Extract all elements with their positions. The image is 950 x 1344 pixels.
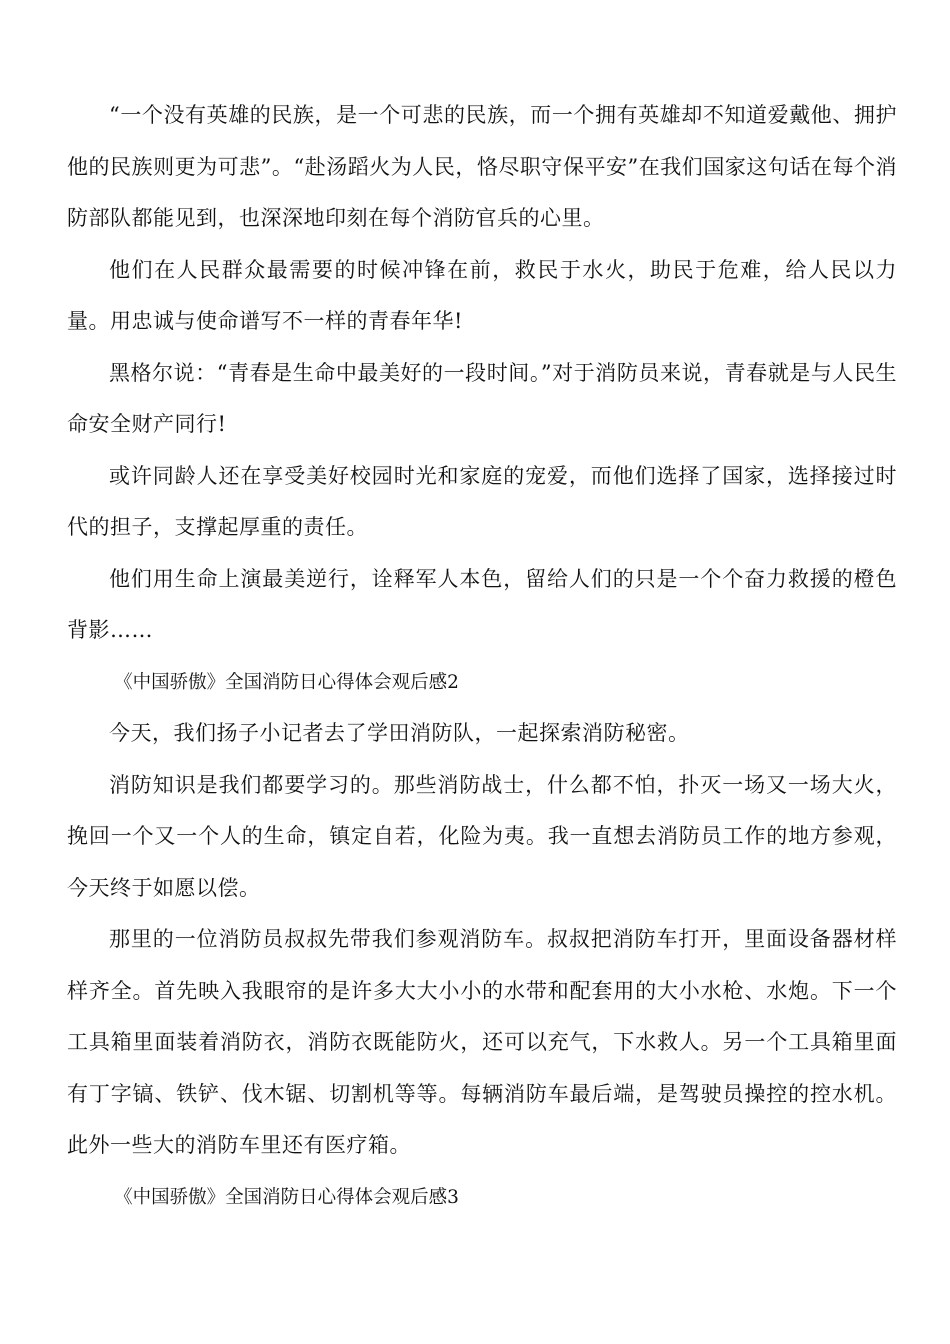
paragraph-orange-silhouette: 他们用生命上演最美逆行，诠释军人本色，留给人们的只是一个个奋力救援的橙色背影…… [67,566,897,642]
paragraph-charge-forward: 他们在人民群众最需要的时候冲锋在前，救民于水火，助民于危难，给人民以力量。用忠诚与使命谱写不一样的青春年华! [67,257,897,333]
paragraph-fire-knowledge: 消防知识是我们都要学习的。那些消防战士，什么都不怕，扑灭一场又一场大火，挽回一个又一个人的生命，镇定自若，化险为夷。我一直想去消防员工作的地方参观，今天终于如愿以偿。 [67,772,897,900]
section-heading-3: 《中国骄傲》全国消防日心得体会观后感3 [114,1186,459,1208]
section-heading-2: 《中国骄傲》全国消防日心得体会观后感2 [114,671,459,693]
paragraph-fire-truck: 那里的一位消防员叔叔先带我们参观消防车。叔叔把消防车打开，里面设备器材样样齐全。首先映入我眼帘的是许多大大小小的水带和配套用的大小水枪、水炮。下一个工具箱里面装着消防衣，消防衣既能防火，还可以充气，下水救人。另一个工具箱里面有丁字镐、铁铲、伐木锯、切割机等等。每辆消防车最后端，是驾驶员操控的控水机。此外一些大的消防车里还有医疗箱。 [67,927,897,1157]
paragraph-heroes-quote: “一个没有英雄的民族，是一个可悲的民族，而一个拥有英雄却不知道爱戴他、拥护他的民族则更为可悲”。“赴汤蹈火为人民，恪尽职守保平安”在我们国家这句话在每个消防部队都能见到，也深深地印刻在每个消防官兵的心里。 [67,103,897,230]
paragraph-visit-station: 今天，我们扬子小记者去了学田消防队，一起探索消防秘密。 [109,721,690,745]
paragraph-peers: 或许同龄人还在享受美好校园时光和家庭的宠爱，而他们选择了国家，选择接过时代的担子，支撑起厚重的责任。 [67,463,897,539]
document-page [67,90,897,1223]
paragraph-hegel-quote: 黑格尔说：“青春是生命中最美好的一段时间。”对于消防员来说，青春就是与人民生命安全财产同行! [67,360,897,436]
